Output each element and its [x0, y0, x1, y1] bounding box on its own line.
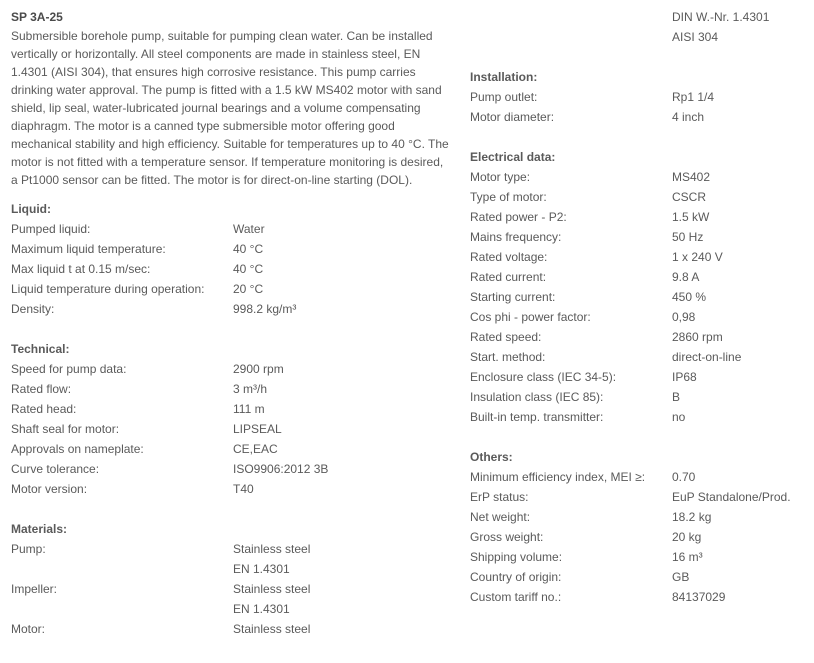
spec-label: Pump outlet: — [470, 90, 538, 104]
spec-row — [470, 467, 810, 487]
spec-label: Starting current: — [470, 290, 556, 304]
spec-value: Water — [233, 222, 265, 236]
spec-row — [470, 187, 810, 207]
spec-row — [470, 87, 810, 107]
spec-label: Enclosure class (IEC 34-5): — [470, 370, 617, 384]
spec-label: Liquid temperature during operation: — [11, 282, 205, 296]
spec-row — [11, 439, 451, 459]
spec-value: 450 % — [672, 290, 707, 304]
spec-label: Shaft seal for motor: — [11, 422, 120, 436]
spec-label: Rated head: — [11, 402, 77, 416]
spec-value: 50 Hz — [672, 230, 704, 244]
spec-row — [11, 459, 451, 479]
spec-row — [11, 219, 451, 239]
spec-label: Built-in temp. transmitter: — [470, 410, 604, 424]
spec-label: Cos phi - power factor: — [470, 310, 591, 324]
spec-label: Max liquid t at 0.15 m/sec: — [11, 262, 151, 276]
section-title-materials: Materials: — [11, 522, 68, 536]
spec-label: Curve tolerance: — [11, 462, 100, 476]
spec-row — [11, 299, 451, 319]
spec-label: Type of motor: — [470, 190, 547, 204]
spec-label: Start. method: — [470, 350, 546, 364]
spec-label-empty — [11, 599, 233, 619]
spec-row — [470, 567, 810, 587]
spec-label: Rated flow: — [11, 382, 72, 396]
spec-value: 1 x 240 V — [672, 250, 723, 264]
section-title-installation: Installation: — [470, 70, 538, 84]
spec-value: direct-on-line — [672, 350, 742, 364]
spec-row — [470, 267, 810, 287]
spec-value: 18.2 kg — [672, 510, 712, 524]
spec-row — [470, 547, 810, 567]
spec-value: 2860 rpm — [672, 330, 723, 344]
section-title-electrical: Electrical data: — [470, 150, 556, 164]
spec-value: 998.2 kg/m³ — [233, 302, 297, 316]
spec-label-empty — [11, 559, 233, 579]
section-title-technical: Technical: — [11, 342, 70, 356]
spec-row — [470, 107, 810, 127]
spec-label-empty — [470, 7, 672, 27]
section-title-others: Others: — [470, 450, 513, 464]
spec-value: 1.5 kW — [672, 210, 710, 224]
spec-row — [11, 359, 451, 379]
spec-label: Net weight: — [470, 510, 531, 524]
spec-row — [11, 479, 451, 499]
spec-value: IP68 — [672, 370, 697, 384]
spec-value: CE,EAC — [233, 442, 278, 456]
product-title: SP 3A-25 — [11, 10, 63, 24]
spec-row — [11, 619, 451, 639]
spec-label: Rated voltage: — [470, 250, 548, 264]
spec-value: 16 m³ — [672, 550, 703, 564]
spec-value: 40 °C — [233, 262, 264, 276]
product-description: Submersible borehole pump, suitable for pumping clean water. Can be installed vertically or horizontally. All steel components are made in stainless steel, EN 1.4301 (AISI 304), that ensures high corrosive resistance. This pump carries drinking water approval. The pump is fitted with a 1.5 kW MS402 motor with sand shield, lip seal, water-lubricated journal bearings and a volume compensating diaphragm. The motor is a canned type submersible motor offering good mechanical stability and high efficiency. Suitable for temperatures up to 40 °C. The motor is not fitted with a temperature sensor. If temperature monitoring is desired, a Pt1000 sensor can be fitted. The motor is for direct-on-line starting (DOL). — [11, 29, 449, 187]
spec-row — [11, 559, 451, 579]
spec-label: Gross weight: — [470, 530, 544, 544]
spec-value: AISI 304 — [672, 30, 719, 44]
left-column — [11, 7, 451, 639]
spacer — [11, 499, 451, 519]
spec-value: 84137029 — [672, 590, 726, 604]
spec-label: Approvals on nameplate: — [11, 442, 144, 456]
spacer — [470, 427, 810, 447]
spec-value: no — [672, 410, 686, 424]
spec-value: 2900 rpm — [233, 362, 284, 376]
spec-row — [470, 347, 810, 367]
spec-label: Motor diameter: — [470, 110, 555, 124]
spec-label: Custom tariff no.: — [470, 590, 562, 604]
spec-label: Country of origin: — [470, 570, 562, 584]
spec-row — [470, 527, 810, 547]
spec-value: 40 °C — [233, 242, 264, 256]
spec-label: Motor version: — [11, 482, 88, 496]
spec-value: DIN W.-Nr. 1.4301 — [672, 10, 770, 24]
spec-row — [470, 287, 810, 307]
right-column — [470, 7, 810, 607]
spec-row — [470, 247, 810, 267]
spec-row — [11, 279, 451, 299]
spacer — [470, 127, 810, 147]
spacer — [11, 319, 451, 339]
spec-value: Stainless steel — [233, 542, 311, 556]
spec-value: GB — [672, 570, 690, 584]
spec-value: EN 1.4301 — [233, 602, 290, 616]
spec-row — [470, 227, 810, 247]
spec-row — [470, 587, 810, 607]
spec-row — [470, 207, 810, 227]
spec-value: 20 kg — [672, 530, 702, 544]
spec-value: 0,98 — [672, 310, 696, 324]
spec-value: Stainless steel — [233, 622, 311, 636]
spec-value: EN 1.4301 — [233, 562, 290, 576]
spec-value: EuP Standalone/Prod. — [672, 490, 791, 504]
spec-label-empty — [470, 27, 672, 47]
spec-row — [470, 387, 810, 407]
spec-row — [11, 419, 451, 439]
spec-value: Stainless steel — [233, 582, 311, 596]
spacer — [470, 47, 810, 67]
spec-label: Mains frequency: — [470, 230, 562, 244]
spec-row — [11, 259, 451, 279]
spec-label: Insulation class (IEC 85): — [470, 390, 604, 404]
spec-row — [470, 7, 810, 27]
spec-row — [470, 327, 810, 347]
spec-row — [470, 487, 810, 507]
spec-value: B — [672, 390, 681, 404]
spec-value: T40 — [233, 482, 254, 496]
spec-row — [11, 539, 451, 559]
spec-value: MS402 — [672, 170, 711, 184]
spec-label: Minimum efficiency index, MEI ≥: — [470, 470, 646, 484]
spec-row — [11, 379, 451, 399]
spec-row — [11, 239, 451, 259]
spec-label: Pump: — [11, 542, 46, 556]
spec-row — [11, 399, 451, 419]
section-title-liquid: Liquid: — [11, 202, 51, 216]
spec-label: Density: — [11, 302, 55, 316]
spec-label: Motor type: — [470, 170, 531, 184]
spec-row — [470, 407, 810, 427]
spec-label: Speed for pump data: — [11, 362, 127, 376]
spec-value: 4 inch — [672, 110, 705, 124]
spec-label: ErP status: — [470, 490, 529, 504]
spec-label: Impeller: — [11, 582, 58, 596]
spec-value: ISO9906:2012 3B — [233, 462, 329, 476]
spec-label: Pumped liquid: — [11, 222, 91, 236]
spec-row — [11, 599, 451, 619]
spec-value: 3 m³/h — [233, 382, 268, 396]
spec-label: Rated power - P2: — [470, 210, 567, 224]
spec-value: 9.8 A — [672, 270, 700, 284]
spec-row — [470, 507, 810, 527]
spec-value: LIPSEAL — [233, 422, 282, 436]
spec-value: Rp1 1/4 — [672, 90, 715, 104]
spec-value: 0.70 — [672, 470, 696, 484]
spec-row — [470, 367, 810, 387]
spec-value: 111 m — [233, 402, 265, 416]
spec-label: Maximum liquid temperature: — [11, 242, 166, 256]
spec-value: 20 °C — [233, 282, 264, 296]
spec-row — [11, 579, 451, 599]
spec-label: Rated speed: — [470, 330, 542, 344]
spacer — [11, 189, 451, 199]
spec-label: Motor: — [11, 622, 46, 636]
spec-row — [470, 307, 810, 327]
spec-row — [470, 27, 810, 47]
spec-label: Shipping volume: — [470, 550, 563, 564]
spec-label: Rated current: — [470, 270, 547, 284]
spec-row — [470, 167, 810, 187]
spec-value: CSCR — [672, 190, 707, 204]
